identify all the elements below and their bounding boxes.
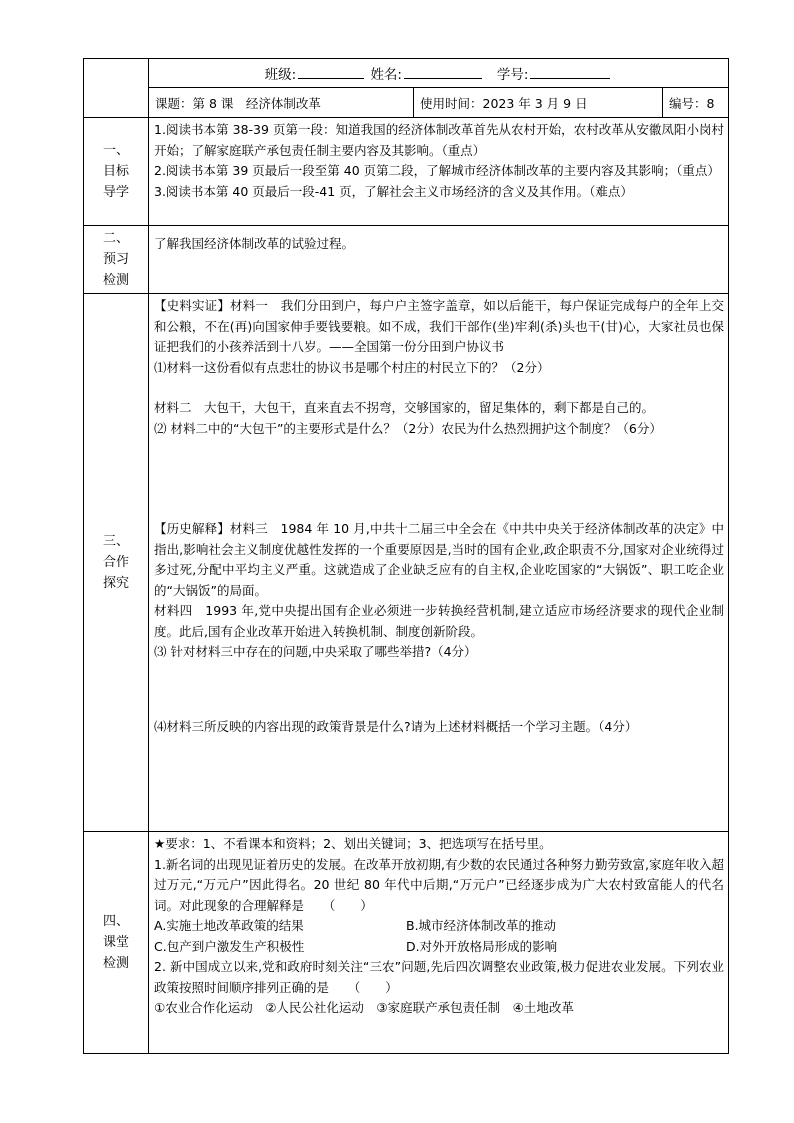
answer-space[interactable] <box>154 439 724 519</box>
material-two: 材料二 大包干，大包干，直来直去不拐弯，交够国家的，留足集体的，剩下都是自己的。 <box>154 400 655 415</box>
section-label-line: 一、 <box>102 143 129 158</box>
answer-space[interactable] <box>154 663 724 717</box>
section-explore-label <box>84 294 149 832</box>
number-cell <box>663 88 729 118</box>
option-a[interactable]: A.实施土地改革政策的结果 <box>154 918 304 933</box>
header-corner <box>84 59 149 118</box>
option-b[interactable]: B.城市经济体制改革的推动 <box>406 918 557 933</box>
preview-text: 了解我国经济体制改革的试验过程。 <box>154 236 355 251</box>
goals-content <box>149 118 729 226</box>
goal-item: 3.阅读书本第 40 页最后一段-41 页，了解社会主义市场经济的含义及其作用。（难点） <box>154 183 633 199</box>
question-two: ⑵ 材料二中的“大包干”的主要形式是什么？（2分）农民为什么热烈拥护这个制度？（6分） <box>154 420 662 436</box>
answer-space[interactable] <box>154 378 724 398</box>
question-one: ⑴材料一这份看似有点悲壮的协议书是哪个村庄的村民立下的？（2分） <box>154 359 550 375</box>
name-label: 姓名: <box>370 67 402 83</box>
section-label-line: 预习 <box>102 252 129 267</box>
section-label-line: 检测 <box>102 956 129 971</box>
question-three: ⑶ 针对材料三中存在的问题,中央采取了哪些举措?（4分） <box>154 644 477 659</box>
name-blank[interactable] <box>404 64 482 79</box>
question-four: ⑷材料三所反映的内容出现的政策背景是什么?请为上述材料概括一个学习主题。（4分） <box>154 718 638 734</box>
goal-item: 2.阅读书本第 39 页最后一段至第 40 页第二段，了解城市经济体制改革的主要内容及其影响；（重点） <box>154 163 720 178</box>
goal-item: 1.阅读书本第 38-39 页第一段：知道我国的经济体制改革首先从农村开始，农村改革从安徽凤阳小岗村开始；了解家庭联产承包责任制主要内容及其影响。（重点） <box>154 122 725 158</box>
section-label-line: 导学 <box>102 185 129 200</box>
options-row <box>154 916 724 937</box>
test-content <box>149 832 729 1054</box>
material-one: 【史料实证】材料一 我们分田到户，每户户主签字盖章，如以后能干，每户保证完成每户的全年上交和公粮，不在(再)向国家伸手要钱要粮。如不成，我们干部作(坐)牢剎(杀)头也干(甘)心，大家社员也保证把我们的小孩养活到十八岁。——全国第一份分田到户协议书 <box>154 298 725 354</box>
student-info-row <box>149 59 729 88</box>
section-label-line: 探究 <box>102 576 129 591</box>
test-question-two-items: ①农业合作化运动 ②人民公社化运动 ③家庭联产承包责任制 ④土地改革 <box>154 1000 574 1015</box>
option-d[interactable]: D.对外开放格局形成的影响 <box>406 938 558 954</box>
explore-content <box>149 294 729 832</box>
section-preview-label <box>84 226 149 294</box>
section-label-line: 目标 <box>102 164 129 179</box>
use-time: 使用时间：2023 年 3 月 9 日 <box>420 95 588 111</box>
class-label: 班级: <box>264 67 297 83</box>
section-label-line: 二、 <box>102 231 129 246</box>
options-row <box>154 937 724 958</box>
test-question-one: 1.新名词的出现见证着历史的发展。在改革开放初期,有少数的农民通过各种努力勤劳致富,家庭年收入超过万元,“万元户”因此得名。20 世纪 80 年代中后期,“万元户”已经逐步成为广大农村致富能人的代名词。对此现象的合理解释是 （ ） <box>154 856 725 913</box>
class-blank[interactable] <box>298 64 364 79</box>
use-time-cell <box>414 88 663 118</box>
section-label-line: 检测 <box>102 273 129 288</box>
number: 编号：8 <box>669 95 715 111</box>
option-c[interactable]: C.包产到户激发生产积极性 <box>154 938 305 954</box>
section-label-line: 课堂 <box>102 935 129 950</box>
topic-cell <box>149 88 414 118</box>
section-goals-label <box>84 118 149 226</box>
topic: 课题：第 8 课 经济体制改革 <box>155 95 321 111</box>
test-question-two: 2. 新中国成立以来,党和政府时刻关注“三农”问题,先后四次调整农业政策,极力促进农业发展。下列农业政策按照时间顺序排列正确的是 （ ） <box>154 959 725 995</box>
worksheet-table <box>83 58 729 1054</box>
id-blank[interactable] <box>530 64 610 79</box>
section-label-line: 合作 <box>102 555 129 570</box>
preview-content <box>149 226 729 294</box>
material-four: 材料四 1993 年,党中央提出国有企业必须进一步转换经营机制,建立适应市场经济要求的现代企业制度。此后,国有企业改革开始进入转换机制、制度创新阶段。 <box>154 603 725 639</box>
section-test-label <box>84 832 149 1054</box>
material-three: 【历史解释】材料三 1984 年 10 月,中共十二届三中全会在《中共中央关于经济体制改革的决定》中指出,影响社会主义制度优越性发挥的一个重要原因是,当时的国有企业,政企职责不分,国家对企业统得过多过死,分配中平均主义严重。这就造成了企业缺乏应有的自主权,企业吃国家的“大锅饭”、职工吃企业的“大锅饭”的局面。 <box>154 521 725 598</box>
section-label-line: 四、 <box>102 914 129 929</box>
section-label-line: 三、 <box>102 534 129 549</box>
test-requirement: ★要求：1、不看课本和资料；2、划出关键词；3、把选项写在括号里。 <box>154 836 552 851</box>
id-label: 学号: <box>496 67 529 83</box>
